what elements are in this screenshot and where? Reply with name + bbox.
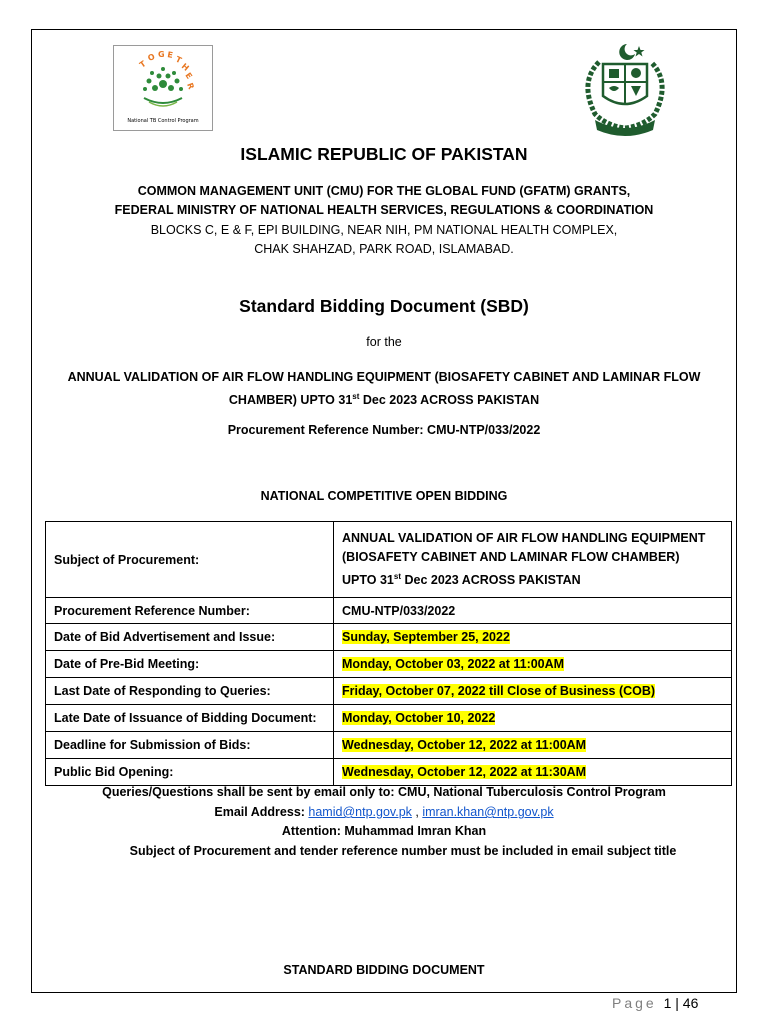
table-row (46, 651, 732, 678)
email-line: Email Address: hamid@ntp.gov.pk , imran.khan@ntp.gov.pk (214, 805, 554, 819)
svg-text:E: E (166, 50, 174, 60)
svg-text:R: R (185, 81, 196, 91)
row-label: Procurement Reference Number: (46, 598, 334, 624)
table-row (46, 759, 732, 786)
row-value: Wednesday, October 12, 2022 at 11:00AM (334, 732, 732, 759)
email-label: Email Address: (214, 805, 309, 819)
procurement-subject (31, 368, 737, 410)
table-row (46, 624, 732, 651)
ministry-line: FEDERAL MINISTRY OF NATIONAL HEALTH SERVICES, REGULATIONS & COORDINATION (114, 203, 654, 217)
organisation-block (31, 182, 737, 220)
logo-caption: National TB Control Program (127, 118, 199, 124)
subject-line: CHAMBER) UPTO 31st Dec 2023 ACROSS PAKISTAN (228, 392, 540, 408)
address-line: CHAK SHAHZAD, PARK ROAD, ISLAMABAD. (254, 242, 514, 256)
row-label: Public Bid Opening: (46, 759, 334, 786)
svg-text:H: H (179, 61, 191, 73)
row-value: Wednesday, October 12, 2022 at 11:30AM (334, 759, 732, 786)
table-row (46, 705, 732, 732)
address-block (31, 221, 737, 259)
document-title: Standard Bidding Document (SBD) (239, 296, 529, 316)
queries-text: Queries/Questions shall be sent by email only to: CMU, National Tuberculosis Control Program (102, 785, 666, 799)
page-number: Page 1 | 46 (612, 995, 699, 1011)
row-value: CMU-NTP/033/2022 (334, 598, 732, 624)
row-value: Monday, October 10, 2022 (334, 705, 732, 732)
row-value: Sunday, September 25, 2022 (334, 624, 732, 651)
footer-title: STANDARD BIDDING DOCUMENT (283, 963, 485, 977)
row-label: Date of Bid Advertisement and Issue: (46, 624, 334, 651)
row-label: Late Date of Issuance of Bidding Document: (46, 705, 334, 732)
row-label: Subject of Procurement: (46, 522, 334, 598)
bid-schedule-table (45, 521, 732, 786)
svg-text:T: T (174, 54, 183, 66)
table-row (46, 732, 732, 759)
country-heading: ISLAMIC REPUBLIC OF PAKISTAN (240, 144, 528, 164)
for-the-text: for the (366, 335, 402, 349)
email-link-imran[interactable]: imran.khan@ntp.gov.pk (422, 805, 554, 819)
table-row (46, 522, 732, 598)
svg-text:G: G (158, 50, 165, 59)
pakistan-emblem-icon (573, 42, 677, 140)
reference-number: Procurement Reference Number: CMU-NTP/033/2022 (227, 423, 541, 437)
cmu-line: COMMON MANAGEMENT UNIT (CMU) FOR THE GLOBAL FUND (GFATM) GRANTS, (137, 184, 631, 198)
subject-line: ANNUAL VALIDATION OF AIR FLOW HANDLING EQUIPMENT (BIOSAFETY CABINET AND LAMINAR FLOW (67, 370, 701, 384)
svg-text:O: O (146, 52, 157, 63)
attention-text: Attention: Muhammad Imran Khan (281, 824, 487, 838)
government-emblem (573, 42, 677, 140)
table-row (46, 598, 732, 624)
row-value: Friday, October 07, 2022 till Close of Business (COB) (334, 678, 732, 705)
bidding-type: NATIONAL COMPETITIVE OPEN BIDDING (260, 489, 508, 503)
row-value: ANNUAL VALIDATION OF AIR FLOW HANDLING EQUIPMENT (BIOSAFETY CABINET AND LAMINAR FLOW CHAMBER) UPTO 31st Dec 2023 ACROSS PAKISTAN (334, 522, 732, 598)
table-row (46, 678, 732, 705)
email-link-hamid[interactable]: hamid@ntp.gov.pk (308, 805, 412, 819)
svg-text:T: T (137, 59, 148, 70)
row-label: Last Date of Responding to Queries: (46, 678, 334, 705)
row-value: Monday, October 03, 2022 at 11:00AM (334, 651, 732, 678)
together-logo-icon (114, 46, 212, 130)
subject-note: Subject of Procurement and tender reference number must be included in email subject title (129, 844, 677, 858)
row-label: Deadline for Submission of Bids: (46, 732, 334, 759)
ntp-logo (113, 45, 213, 131)
row-label: Date of Pre-Bid Meeting: (46, 651, 334, 678)
svg-text:E: E (183, 70, 194, 81)
address-line: BLOCKS C, E & F, EPI BUILDING, NEAR NIH, PM NATIONAL HEALTH COMPLEX, (150, 223, 618, 237)
